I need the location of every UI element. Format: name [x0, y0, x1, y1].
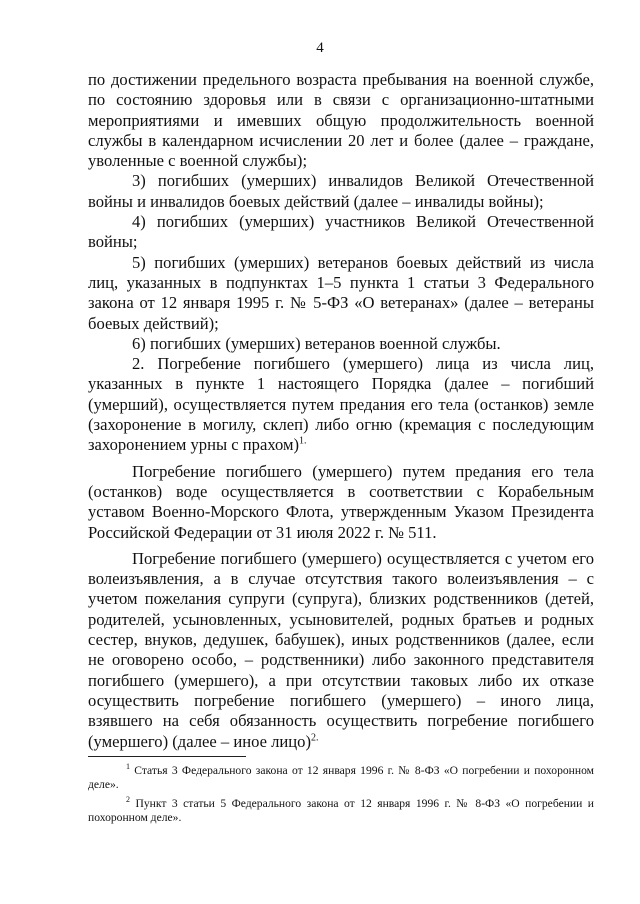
footnote-2: $^2$ Пункт 3 статьи 5 Федерального закона от 12 января 1996 г. № 8-ФЗ «О погребении и похоронном деле». — [88, 794, 594, 825]
paragraph-item-6: 6) погибших (умерших) ветеранов военной службы. — [132, 333, 501, 353]
footnote-mark: 1 — [126, 762, 130, 772]
main-text — [88, 70, 594, 752]
footnote-separator — [88, 756, 246, 757]
paragraph-item-4: 4) погибших (умерших) участников Великой Отечественной войны; — [88, 212, 594, 252]
paragraph-item-3: 3) погибших (умерших) инвалидов Великой Отечественной войны и инвалидов боевых действий (далее – инвалиды войны); — [88, 171, 594, 211]
paragraph-point-2: 2. Погребение погибшего (умершего) лица из числа лиц, указанных в пункте 1 настоящего Порядка (далее – погибший (умерший), осуществляется путем предания его тела (останков) земле (захоронение в могилу, склеп) либо огню (кремация с последующим захоронением урны с прахом)$^{1.}$ — [88, 354, 594, 455]
paragraph-water-burial: Погребение погибшего (умершего) путем предания его тела (останков) воде осуществляется в соответствии с Корабельным уставом Военно-Морского Флота, утвержденным Указом Президента Российской Федерации от 31 июля 2022 г. № 511. — [88, 461, 594, 542]
footnote-ref-1: 1. — [299, 435, 307, 447]
footnote-ref-2: 2. — [311, 731, 319, 743]
footnotes — [88, 764, 594, 830]
footnote-1: $^1$ Статья 3 Федерального закона от 12 января 1996 г. № 8-ФЗ «О погребении и похоронном деле». — [88, 762, 594, 792]
page-number: 4 — [316, 40, 324, 56]
footnote-mark: 2 — [126, 794, 130, 804]
paragraph-continuation: по достижении предельного возраста пребывания на военной службе, по состоянию здоровья или в связи с организационно-штатными мероприятиями и имевших общую продолжительность военной службы в календарном исчислении 20 лет и более (далее – граждане, уволенные с военной службы); — [88, 70, 594, 171]
paragraph-will: Погребение погибшего (умершего) осуществляется с учетом его волеизъявления, а в случае отсутствия такого волеизъявления – с учетом пожелания супруги (супруга), близких родственников (детей, родителей, усыновленных, усыновителей, родных братьев и родных сестер, внуков, дедушек, бабушек), иных родственников (далее, если не оговорено особо, – родственники) либо законного представителя погибшего (умершего), а при отсутствии таковых либо их отказе осуществить погребение погибшего (умершего) – иного лица, взявшего на себя обязанность осуществить погребение погибшего (умершего) (далее – иное лицо)$^{2.}$ — [88, 548, 594, 751]
paragraph-item-5: 5) погибших (умерших) ветеранов боевых действий из числа лиц, указанных в подпунктах 1–5 пункта 1 статьи 3 Федерального закона от 12 января 1995 г. № 5-ФЗ «О ветеранах» (далее – ветераны боевых действий); — [88, 252, 594, 333]
